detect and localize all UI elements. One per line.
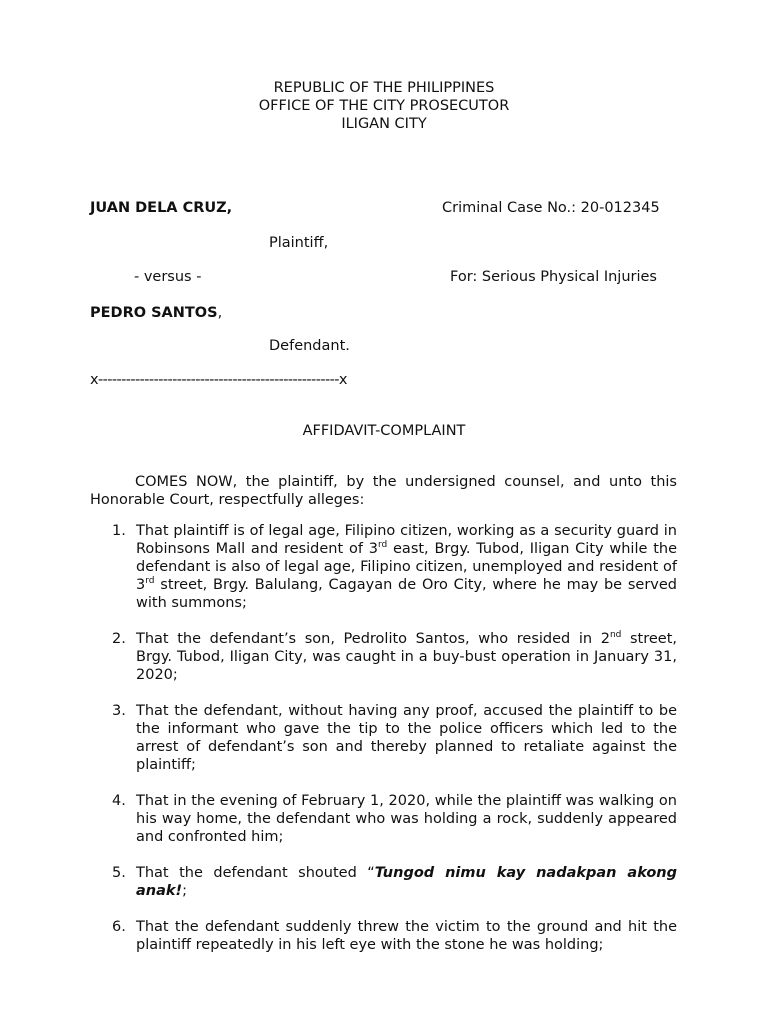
allegation-item-6 — [90, 918, 677, 954]
defendant-name: PEDRO SANTOS — [90, 305, 218, 321]
allegation-text: ; — [182, 883, 188, 899]
allegation-text: east, Brgy. Tubod, Iligan City while the defendant is also of legal age, Filipino citizen, unemployed and resident of 3 — [136, 541, 678, 593]
allegation-text: That the defendant’s son, Pedrolito Santos, who resided in 2 — [136, 631, 610, 647]
allegation-item-3 — [90, 702, 677, 774]
header-office: OFFICE OF THE CITY PROSECUTOR — [258, 98, 510, 114]
allegation-number: 3. — [112, 703, 126, 719]
defendant-label: Defendant. — [269, 338, 350, 354]
case-number: Criminal Case No.: 20-012345 — [442, 200, 660, 216]
versus-label: - versus - — [134, 269, 202, 285]
allegation-text: That the defendant suddenly threw the victim to the ground and hit the plaintiff repeatedly in his left eye with the stone he was holding; — [136, 919, 677, 953]
allegation-number: 1. — [112, 523, 126, 539]
caption-separator: x----------------------------------------------------x — [90, 372, 347, 388]
allegations-list — [90, 522, 677, 972]
plaintiff-name: JUAN DELA CRUZ, — [90, 200, 233, 216]
document-header — [0, 79, 768, 133]
defendant-name-wrap — [90, 304, 222, 322]
allegation-text: That in the evening of February 1, 2020, while the plaintiff was walking on his way home, the defendant who was holding a rock, suddenly appeared and confronted him; — [136, 793, 677, 845]
defendant-comma: , — [217, 305, 223, 321]
allegation-text: street, Brgy. Tubod, Iligan City, was caught in a buy-bust operation in January 31, 2020; — [136, 631, 677, 683]
intro-paragraph: COMES NOW, the plaintiff, by the undersigned counsel, and unto this Honorable Court, respectfully alleges: — [90, 474, 677, 508]
allegation-number: 5. — [112, 865, 126, 881]
allegation-text: That the defendant shouted “ — [136, 865, 375, 881]
header-city: ILIGAN CITY — [341, 116, 427, 132]
allegation-item-1 — [90, 522, 677, 612]
ordinal-suffix: nd — [609, 630, 622, 641]
allegation-number: 6. — [112, 919, 126, 935]
ordinal-suffix: rd — [145, 576, 155, 587]
offense-label: For: Serious Physical Injuries — [450, 269, 657, 285]
allegation-text: That the defendant, without having any proof, accused the plaintiff to be the informant who gave the tip to the police officers which led to the arrest of defendant’s son and thereby planned to retaliate against the plaintiff; — [136, 703, 677, 773]
quoted-statement: Tungod nimu kay nadakpan akong anak! — [136, 865, 677, 899]
ordinal-suffix: rd — [377, 540, 388, 551]
header-republic: REPUBLIC OF THE PHILIPPINES — [273, 80, 495, 96]
allegation-item-4 — [90, 792, 677, 846]
allegation-text: street, Brgy. Balulang, Cagayan de Oro City, where he may be served with summons; — [136, 577, 677, 611]
allegation-number: 2. — [112, 631, 126, 647]
plaintiff-label: Plaintiff, — [269, 235, 329, 251]
document-title: AFFIDAVIT-COMPLAINT — [302, 423, 466, 439]
allegation-item-2 — [90, 630, 677, 684]
allegation-item-5 — [90, 864, 677, 900]
allegation-number: 4. — [112, 793, 126, 809]
allegation-text: That plaintiff is of legal age, Filipino citizen, working as a security guard in Robinsons Mall and resident of 3 — [136, 523, 677, 557]
